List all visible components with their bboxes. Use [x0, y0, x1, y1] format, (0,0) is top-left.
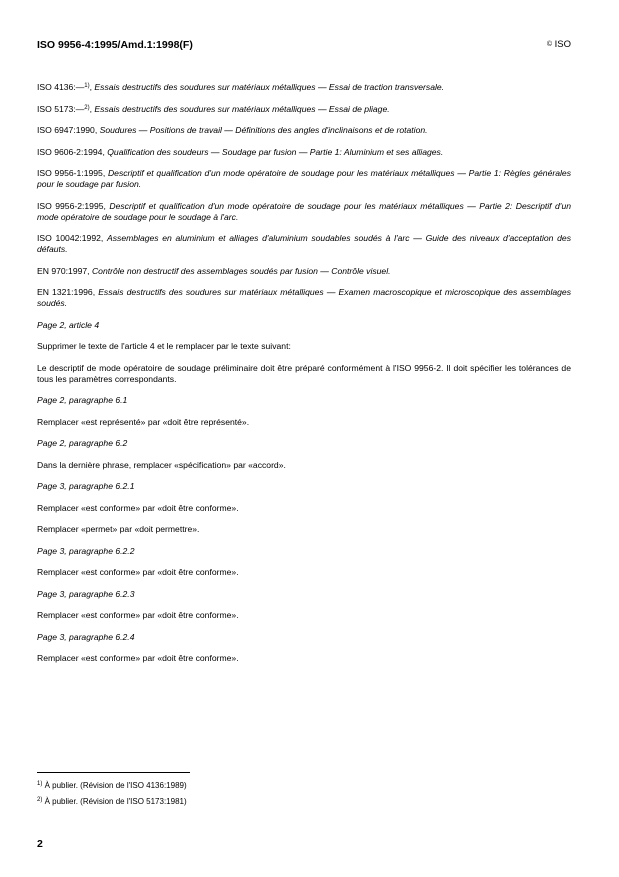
reference-title: Soudures — Positions de travail — Définitions des angles d'inclinaisons et de rotation.	[99, 125, 428, 135]
amendment-instruction: Supprimer le texte de l'article 4 et le remplacer par le texte suivant:	[37, 341, 291, 351]
amendment-instruction: Dans la dernière phrase, remplacer «spécification» par «accord».	[37, 459, 286, 470]
amendment-instruction: Remplacer «est représenté» par «doit être représenté».	[37, 416, 250, 427]
reference-title: Assemblages en aluminium et alliages d'aluminium soudables soudés à l'arc — Guide des niveaux d'acceptation des défauts.	[37, 233, 571, 254]
reference-title: Essais destructifs des soudures sur matériaux métalliques — Examen macroscopique et microscopique des assemblages soudés.	[37, 287, 572, 308]
reference-entry	[37, 201, 571, 223]
footnote-text: À publier. (Révision de l'ISO 4136:1989)	[44, 781, 187, 790]
reference-code: EN 1321:1996	[37, 287, 93, 297]
reference-title: Essais destructifs des soudures sur matériaux métalliques — Essai de pliage.	[94, 103, 390, 114]
reference-separator: ,	[94, 125, 100, 135]
reference-separator: ,	[92, 287, 99, 297]
amendment-instruction: Le descriptif de mode opératoire de soudage préliminaire doit être préparé conformément à l'ISO 9956-2. Il doit spécifier les tolérances de tous les paramètres correspondants.	[37, 362, 571, 384]
copyright-notice	[547, 39, 571, 50]
reference-separator: ,	[89, 82, 95, 92]
reference-entry	[37, 233, 571, 255]
page-number: 2	[37, 838, 43, 850]
reference-code: ISO 5173:—	[37, 103, 85, 114]
normative-references	[37, 82, 571, 309]
footnote-text: À publier. (Révision de l'ISO 5173:1981)	[44, 797, 187, 806]
reference-entry	[37, 104, 571, 115]
reference-code: ISO 6947:1990	[37, 125, 95, 135]
reference-entry	[37, 266, 571, 277]
reference-title: Qualification des soudeurs — Soudage par fusion — Partie 1: Aluminium et ses alliages.	[107, 146, 444, 157]
copyright-text: ISO	[554, 39, 571, 50]
reference-entry	[37, 147, 571, 158]
reference-separator: ,	[102, 146, 108, 157]
amendment-heading: Page 3, paragraphe 6.2.2	[37, 545, 135, 556]
amendment-instruction: Remplacer «est conforme» par «doit être conforme».	[37, 502, 239, 513]
footnote-mark: 2)	[37, 797, 43, 803]
amendment-heading: Page 3, paragraphe 6.2.3	[37, 588, 135, 599]
footnote-mark: 1)	[37, 781, 43, 787]
reference-entry	[37, 82, 571, 93]
reference-code: ISO 9956-1:1995	[37, 168, 103, 178]
reference-entry	[37, 168, 571, 190]
reference-code: ISO 4136:—	[37, 82, 85, 92]
copyright-symbol: ©	[546, 41, 552, 48]
reference-separator: ,	[100, 233, 107, 243]
reference-title: Essais destructifs des soudures sur matériaux métalliques — Essai de traction transversale.	[94, 82, 445, 92]
document-body	[37, 82, 571, 675]
reference-code: ISO 9606-2:1994	[37, 146, 103, 157]
document-id: ISO 9956-4:1995/Amd.1:1998(F)	[37, 39, 193, 51]
amendment-list	[37, 320, 571, 665]
reference-separator: ,	[87, 265, 92, 276]
reference-title: Descriptif et qualification d'un mode opératoire de soudage pour les matériaux métalliques — Partie 2: Descriptif d'un mode opératoire de soudage pour le soudage à l'arc.	[37, 200, 571, 222]
reference-title: Contrôle non destructif des assemblages soudés par fusion — Contrôle visuel.	[91, 265, 391, 276]
footnote-2	[37, 797, 187, 807]
reference-separator: ,	[89, 103, 95, 114]
amendment-instruction: Remplacer «est conforme» par «doit être conforme».	[37, 653, 239, 663]
reference-entry	[37, 287, 571, 309]
amendment-heading: Page 3, paragraphe 6.2.1	[37, 481, 135, 491]
reference-title: Descriptif et qualification d'un mode opératoire de soudage pour les matériaux métalliques — Partie 1: Règles générales pour le soudage par fusion.	[37, 168, 571, 189]
reference-separator: ,	[103, 200, 110, 211]
amendment-heading: Page 2, paragraphe 6.2	[37, 438, 128, 448]
amendment-instruction: Remplacer «est conforme» par «doit être conforme».	[37, 610, 239, 620]
reference-code: EN 970:1997	[37, 265, 88, 276]
amendment-instruction: Remplacer «permet» par «doit permettre».	[37, 524, 200, 534]
amendment-heading: Page 2, paragraphe 6.1	[37, 395, 128, 405]
reference-code: ISO 9956-2:1995	[37, 200, 104, 211]
footnote-separator	[37, 772, 190, 773]
reference-entry	[37, 125, 571, 136]
amendment-heading: Page 2, article 4	[37, 319, 100, 330]
footnote-1	[37, 781, 187, 791]
reference-separator: ,	[102, 168, 108, 178]
amendment-instruction: Remplacer «est conforme» par «doit être conforme».	[37, 567, 239, 577]
footnote-ref: 1)	[84, 83, 90, 89]
amendment-heading: Page 3, paragraphe 6.2.4	[37, 631, 135, 642]
footnote-ref: 2)	[84, 104, 90, 111]
reference-code: ISO 10042:1992	[37, 233, 101, 243]
